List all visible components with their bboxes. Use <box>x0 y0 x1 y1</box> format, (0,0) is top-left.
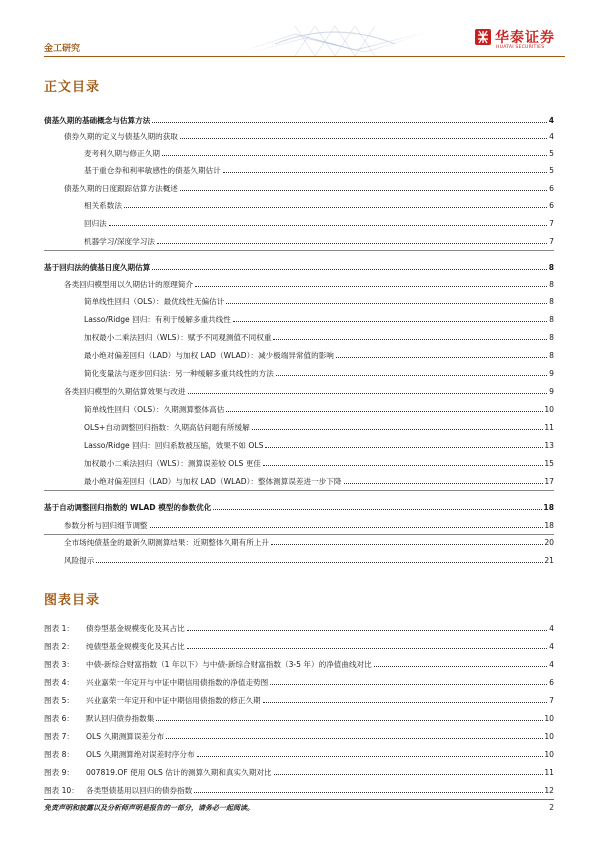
toc-title: 正文目录 <box>44 80 101 95</box>
toc-entry-page: 7 <box>549 237 554 246</box>
toc-entry-title: 各类回归模型的久期估算效果与改进 <box>64 387 186 396</box>
toc-entry-page: 13 <box>544 441 554 450</box>
toc-leader-dots <box>152 121 547 123</box>
toc-entry-page: 8 <box>549 280 554 289</box>
figure-title: OLS 久期测算误差分布 <box>86 732 165 741</box>
toc-entry-title: 基于重仓券和利率敏感性的债基久期估计 <box>84 166 221 175</box>
figure-label: 图表 3： <box>44 660 75 669</box>
toc-entry-page: 4 <box>549 132 554 141</box>
toc-entry[interactable] <box>84 292 554 306</box>
figure-entry[interactable] <box>44 637 554 651</box>
figure-title: 各类型债基用以回归的债券指数 <box>86 786 193 795</box>
figure-entry[interactable] <box>44 619 554 633</box>
figure-title: OLS 久期测算绝对误差时序分布 <box>86 750 195 759</box>
toc-entry[interactable] <box>64 127 554 141</box>
toc-entry-page: 5 <box>549 166 554 175</box>
figure-page: 10 <box>544 732 554 741</box>
toc-entry[interactable] <box>64 179 554 193</box>
toc-leader-dots <box>180 189 547 191</box>
brand-name-cn: 华泰证券 <box>495 30 555 46</box>
toc-entry[interactable] <box>84 328 554 342</box>
toc-entry-page: 6 <box>549 184 554 193</box>
toc-entry-page: 8 <box>549 351 554 360</box>
toc-entry-page: 8 <box>548 263 554 272</box>
figure-title: 007819.OF 使用 OLS 估计的测算久期和真实久期对比 <box>86 768 272 777</box>
toc-entry-title: 各类回归模型用以久期估计的原理简介 <box>64 280 194 289</box>
toc-entry-title: 简单线性回归（OLS）：最优线性无偏估计 <box>84 297 225 306</box>
figure-title: 兴业嘉荣一年定开与中证中期信用债指数的净值走势图 <box>86 678 269 687</box>
toc-entry-title: OLS+自动调整回归指数：久期高估问题有所缓解 <box>84 423 250 432</box>
figure-label: 图表 10： <box>44 786 79 795</box>
figure-page: 12 <box>544 786 554 795</box>
toc-leader-dots <box>150 526 544 528</box>
toc-entry[interactable] <box>64 382 554 396</box>
huatai-logo-icon <box>474 28 492 46</box>
figure-entry[interactable] <box>44 709 554 723</box>
toc-entry-page: 17 <box>544 477 554 486</box>
toc-leader-dots <box>273 338 547 340</box>
toc-entry-title: Lasso/Ridge 回归：有利于缓解多重共线性 <box>84 315 231 324</box>
footer-divider <box>44 799 554 800</box>
toc-entry-page: 9 <box>549 387 554 396</box>
figure-label: 图表 6： <box>44 714 75 723</box>
toc-leader-dots <box>271 543 543 545</box>
toc-leader-dots <box>223 171 547 173</box>
figure-label: 图表 7： <box>44 732 75 741</box>
toc-leader-dots <box>188 392 548 394</box>
figure-entry[interactable] <box>44 655 554 669</box>
figure-entry[interactable] <box>44 691 554 705</box>
page-number: 2 <box>549 803 554 812</box>
figures-title: 图表目录 <box>44 593 101 608</box>
toc-entry-title: 风险提示 <box>64 556 95 565</box>
figure-title: 纯债型基金规模变化及其占比 <box>86 642 185 651</box>
toc-leader-dots <box>96 561 543 563</box>
brand-name-en: HUATAI SECURITIES <box>496 45 545 50</box>
toc-entry[interactable] <box>84 214 554 228</box>
toc-entry-title: 最小绝对偏差回归（LAD）与加权 LAD（WLAD）：整体测算误差进一步下降 <box>84 477 342 486</box>
toc-leader-dots <box>162 154 547 156</box>
figure-label: 图表 2： <box>44 642 75 651</box>
toc-leader-dots <box>344 482 544 484</box>
figure-page: 7 <box>549 696 554 705</box>
figure-entry[interactable] <box>44 727 554 741</box>
toc-entry-page: 8 <box>549 297 554 306</box>
figure-page: 10 <box>544 750 554 759</box>
figure-entry[interactable] <box>44 673 554 687</box>
toc-entry[interactable] <box>84 144 554 158</box>
figure-title: 债券型基金规模变化及其占比 <box>86 624 185 633</box>
section-separator <box>44 490 554 491</box>
toc-leader-dots <box>276 374 547 376</box>
toc-entry-page: 9 <box>549 369 554 378</box>
toc-entry[interactable] <box>84 346 554 360</box>
toc-entry-page: 8 <box>549 315 554 324</box>
toc-entry[interactable] <box>64 533 554 547</box>
toc-entry[interactable] <box>84 418 554 432</box>
toc-leader-dots <box>336 356 547 358</box>
figure-leader-dots <box>187 647 547 649</box>
figure-title: 中债-新综合财富指数（1 年以下）与中债-新综合财富指数（3-5 年）的净值曲线对比 <box>86 660 372 669</box>
figure-label: 图表 8： <box>44 750 75 759</box>
toc-entry-page: 6 <box>549 201 554 210</box>
toc-entry-title: 回归法 <box>84 219 107 228</box>
toc-entry-page: 15 <box>544 459 554 468</box>
toc-entry[interactable] <box>84 472 554 486</box>
toc-entry-page: 10 <box>544 405 554 414</box>
figure-leader-dots <box>270 683 547 685</box>
figure-page: 4 <box>549 660 554 669</box>
figure-leader-dots <box>197 755 544 757</box>
toc-entry-title: 简单线性回归（OLS）：久期测算整体高估 <box>84 405 225 414</box>
toc-entry[interactable] <box>84 400 554 414</box>
toc-leader-dots <box>124 206 547 208</box>
toc-leader-dots <box>195 285 547 287</box>
toc-entry[interactable] <box>64 551 554 565</box>
figure-entry[interactable] <box>44 745 554 759</box>
figure-label: 图表 4： <box>44 678 75 687</box>
toc-entry-page: 8 <box>549 333 554 342</box>
toc-entry-page: 11 <box>544 423 554 432</box>
figure-page: 10 <box>544 714 554 723</box>
footer-disclaimer: 免责声明和披露以及分析师声明是报告的一部分，请务必一起阅读。 <box>44 804 254 812</box>
toc-entry-title: 相关系数法 <box>84 201 122 210</box>
toc-entry-title: Lasso/Ridge 回归：回归系数被压缩，效果不如 OLS <box>84 441 264 450</box>
toc-entry-title: 债券久期的定义与债基久期的获取 <box>64 132 178 141</box>
figure-leader-dots <box>187 629 547 631</box>
figure-page: 4 <box>549 642 554 651</box>
toc-leader-dots <box>233 320 547 322</box>
figure-leader-dots <box>156 719 543 721</box>
header-divider <box>44 56 565 57</box>
toc-leader-dots <box>265 446 543 448</box>
toc-entry-title: 加权最小二乘法回归（WLS）：测算误差较 OLS 更佳 <box>84 459 261 468</box>
figure-page: 6 <box>549 678 554 687</box>
toc-leader-dots <box>226 410 543 412</box>
figure-leader-dots <box>263 701 547 703</box>
toc-entry-title: 参数分析与回归细节调整 <box>64 521 148 530</box>
toc-entry[interactable] <box>84 310 554 324</box>
page-header <box>0 0 595 60</box>
figure-title: 兴业嘉荣一年定开和中证中期信用债指数的修正久期 <box>86 696 261 705</box>
toc-entry-page: 7 <box>549 219 554 228</box>
toc-entry-title: 全市场纯债基金的最新久期测算结果：近期整体久期有所上升 <box>64 538 270 547</box>
toc-leader-dots <box>109 224 547 226</box>
figure-label: 图表 5： <box>44 696 75 705</box>
toc-entry-title: 简化变量法与逐步回归法：另一种缓解多重共线性的方法 <box>84 369 274 378</box>
figure-entry[interactable] <box>44 781 554 795</box>
toc-entry-title: 麦考利久期与修正久期 <box>84 149 160 158</box>
header-decoration <box>235 24 435 56</box>
toc-entry[interactable] <box>84 196 554 210</box>
toc-entry-title: 加权最小二乘法回归（WLS）：赋予不同观测值不同权重 <box>84 333 272 342</box>
toc-leader-dots <box>157 242 547 244</box>
figure-leader-dots <box>194 791 543 793</box>
toc-entry[interactable] <box>84 161 554 175</box>
toc-leader-dots <box>213 508 542 510</box>
figure-leader-dots <box>374 665 547 667</box>
report-type-label: 金工研究 <box>44 44 81 54</box>
figure-entry[interactable] <box>44 763 554 777</box>
toc-entry-page: 21 <box>544 556 554 565</box>
toc-entry[interactable] <box>44 498 554 512</box>
toc-entry[interactable] <box>84 436 554 450</box>
toc-leader-dots <box>152 268 547 270</box>
toc-entry[interactable] <box>64 516 554 530</box>
figure-title: 默认回归债券指数集 <box>86 714 155 723</box>
toc-entry-title: 债基久期的基础概念与估算方法 <box>44 116 151 125</box>
figure-page: 11 <box>544 768 554 777</box>
toc-leader-dots <box>252 428 544 430</box>
toc-entry-page: 20 <box>544 538 554 547</box>
toc-entry[interactable] <box>84 454 554 468</box>
toc-entry[interactable] <box>84 232 554 246</box>
toc-leader-dots <box>180 137 547 139</box>
section-separator <box>44 250 554 251</box>
toc-entry-title: 机器学习/深度学习法 <box>84 237 155 246</box>
toc-leader-dots <box>263 464 543 466</box>
toc-entry-page: 18 <box>543 503 554 512</box>
toc-entry-title: 债基久期的日度跟踪估算方法概述 <box>64 184 178 193</box>
toc-entry-title: 基于自动调整回归指数的 WLAD 模型的参数优化 <box>44 503 212 512</box>
toc-entry[interactable] <box>64 275 554 289</box>
figure-label: 图表 9： <box>44 768 75 777</box>
figure-leader-dots <box>274 773 544 775</box>
figure-label: 图表 1： <box>44 624 75 633</box>
figure-page: 4 <box>549 624 554 633</box>
toc-entry-page: 18 <box>544 521 554 530</box>
toc-entry-title: 最小绝对偏差回归（LAD）与加权 LAD（WLAD）：减少极端异常值的影响 <box>84 351 334 360</box>
toc-entry[interactable] <box>84 364 554 378</box>
huatai-logo <box>474 26 564 58</box>
toc-entry-page: 4 <box>548 116 554 125</box>
toc-entry[interactable] <box>44 258 554 272</box>
toc-entry-page: 5 <box>549 149 554 158</box>
toc-leader-dots <box>226 302 547 304</box>
toc-entry-title: 基于回归法的债基日度久期估算 <box>44 263 151 272</box>
figure-leader-dots <box>166 737 543 739</box>
toc-entry[interactable] <box>44 111 554 125</box>
